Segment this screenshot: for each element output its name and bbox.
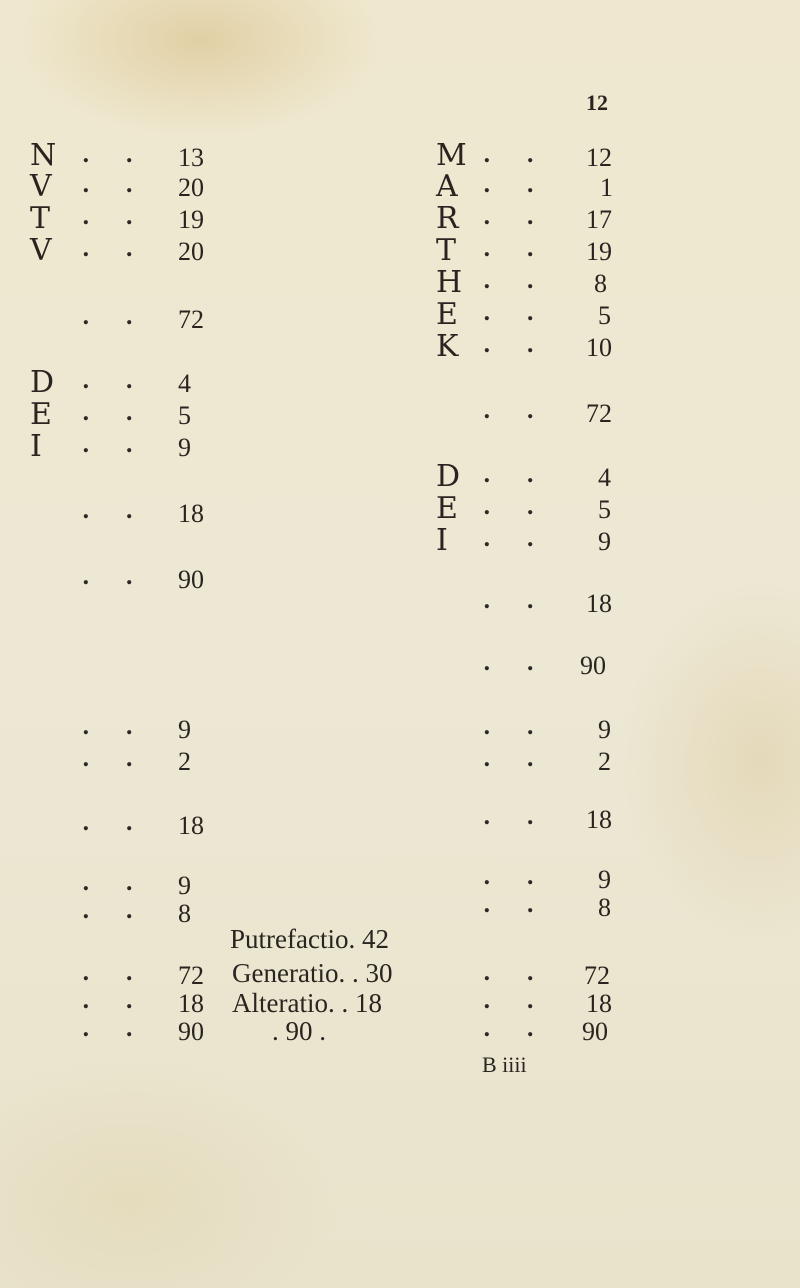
right-value: 9 [598, 527, 611, 556]
right-letter-i: I [436, 523, 448, 558]
right-dots: . . [483, 142, 548, 168]
right-dots: . . [483, 988, 548, 1014]
left-total-dots: . . [82, 498, 147, 524]
right-dots: . . [483, 236, 548, 262]
right-letter-h: H [436, 265, 463, 300]
left-dots: . . [82, 368, 147, 394]
left-digit: 9 [178, 715, 191, 744]
right-total-dots: . . [483, 398, 548, 424]
left-dots: . . [82, 204, 147, 230]
right-dots: . . [483, 746, 548, 772]
right-letter-t: T [436, 233, 457, 268]
left-dots: . . [82, 400, 147, 426]
left-word2-total: 18 [178, 499, 204, 528]
left-final: 72 [178, 961, 204, 990]
left-dots: . . [82, 714, 147, 740]
right-value: 10 [586, 333, 612, 362]
left-letter-v: V [30, 169, 52, 204]
left-dots: . . [82, 432, 147, 458]
right-dots: . . [483, 204, 548, 230]
right-value: 5 [598, 301, 611, 330]
left-grand-total-dots: . . [82, 564, 147, 590]
left-value: 19 [178, 205, 204, 234]
right-word2-total: 18 [586, 589, 612, 618]
left-dots: . . [82, 172, 147, 198]
left-digit: 18 [178, 811, 204, 840]
left-letter-e: E [30, 397, 52, 432]
left-dots: . . [82, 746, 147, 772]
left-letter-i: I [30, 429, 42, 464]
left-word1-total: 72 [178, 305, 204, 334]
right-word1-total: 72 [586, 399, 612, 428]
right-dots: . . [483, 172, 548, 198]
left-value: 4 [178, 369, 191, 398]
right-letter-a: A [436, 169, 458, 204]
right-letter-e: E [436, 491, 458, 526]
left-total-dots: . . [82, 304, 147, 330]
right-dots: . . [483, 526, 548, 552]
right-value: 19 [586, 237, 612, 266]
left-value: 5 [178, 401, 191, 430]
left-value: 9 [178, 433, 191, 462]
left-dots: . . [82, 810, 147, 836]
right-dots: . . [483, 864, 548, 890]
right-letter-k: K [436, 329, 459, 364]
right-digit: 2 [598, 747, 611, 776]
right-letter-d: D [436, 459, 461, 494]
left-value: 20 [178, 173, 204, 202]
right-value: 12 [586, 143, 612, 172]
right-digit: 9 [598, 865, 611, 894]
left-dots: . . [82, 1016, 147, 1042]
right-digit: 8 [598, 893, 611, 922]
left-letter-n: N [30, 138, 57, 173]
right-value: 1 [600, 173, 613, 202]
right-value: 5 [598, 495, 611, 524]
left-value: 13 [178, 143, 204, 172]
right-letter-r: R [436, 201, 459, 236]
left-dots: . . [82, 960, 147, 986]
right-dots: . . [483, 892, 548, 918]
right-value: 17 [586, 205, 612, 234]
left-grand-total: 90 [178, 565, 204, 594]
right-dots: . . [483, 714, 548, 740]
center-line-putrefactio: Putrefactio. 42 [230, 924, 389, 954]
right-dots: . . [483, 300, 548, 326]
right-grand-total: 90 [580, 651, 606, 680]
center-line-generatio: Generatio. . 30 [232, 958, 393, 988]
right-dots: . . [483, 462, 548, 488]
left-dots: . . [82, 236, 147, 262]
page-number: 12 [586, 90, 608, 115]
right-final: 72 [584, 961, 610, 990]
right-letter-m: M [436, 138, 467, 173]
right-digit: 18 [586, 805, 612, 834]
right-total-dots: . . [483, 588, 548, 614]
left-letter-v: V [30, 233, 52, 268]
right-dots: . . [483, 1016, 548, 1042]
center-line-total: . 90 . [272, 1016, 326, 1046]
left-digit: 9 [178, 871, 191, 900]
left-dots: . . [82, 142, 147, 168]
right-dots: . . [483, 494, 548, 520]
left-digit: 2 [178, 747, 191, 776]
right-letter-e: E [436, 297, 458, 332]
left-value: 20 [178, 237, 204, 266]
left-dots: . . [82, 988, 147, 1014]
right-final: 90 [582, 1017, 608, 1046]
right-dots: . . [483, 332, 548, 358]
center-line-alteratio: Alteratio. . 18 [232, 988, 382, 1018]
right-value: 8 [594, 269, 607, 298]
right-final: 18 [586, 989, 612, 1018]
left-digit: 8 [178, 899, 191, 928]
right-grand-total-dots: . . [483, 650, 548, 676]
right-dots: . . [483, 804, 548, 830]
left-final: 18 [178, 989, 204, 1018]
right-digit: 9 [598, 715, 611, 744]
left-dots: . . [82, 898, 147, 924]
left-final: 90 [178, 1017, 204, 1046]
signature-mark: B iiii [482, 1052, 527, 1077]
left-letter-t: T [30, 201, 51, 236]
right-dots: . . [483, 960, 548, 986]
left-dots: . . [82, 870, 147, 896]
right-value: 4 [598, 463, 611, 492]
right-dots: . . [483, 268, 548, 294]
left-letter-d: D [30, 365, 55, 400]
